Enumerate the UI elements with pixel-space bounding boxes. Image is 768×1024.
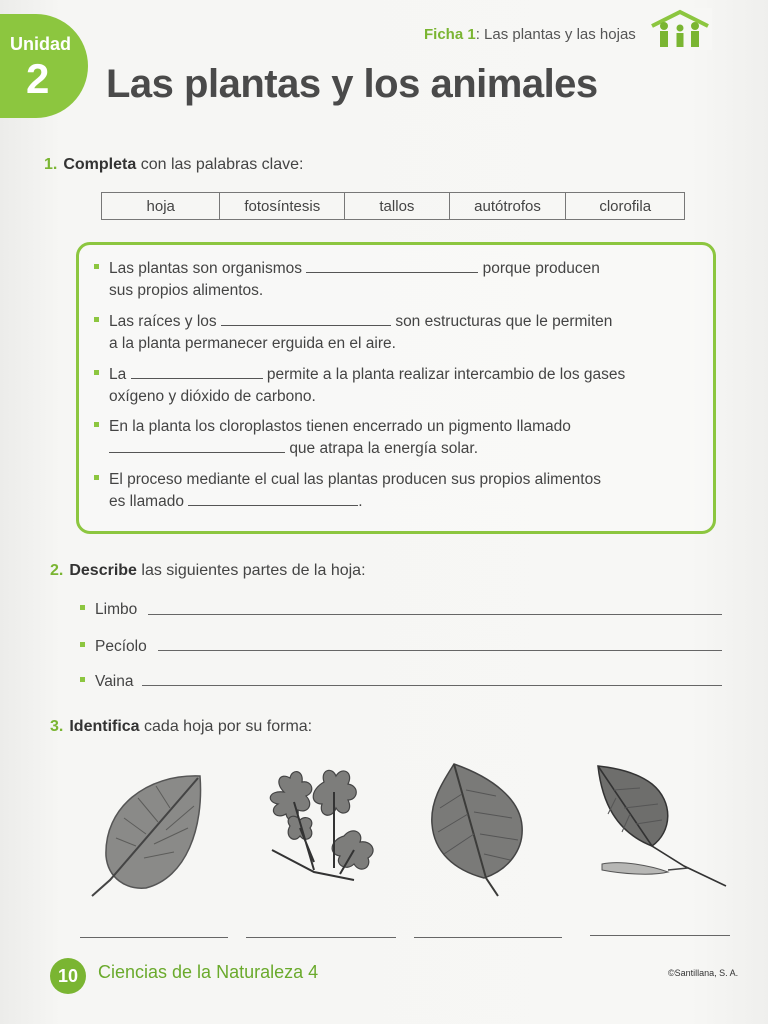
fill-item-1 bbox=[94, 258, 600, 302]
word-bank-table bbox=[101, 192, 685, 220]
part-label: Pecíolo bbox=[95, 638, 147, 655]
item-text: La bbox=[109, 366, 127, 383]
answer-blank[interactable] bbox=[221, 325, 391, 326]
section-3-title bbox=[50, 718, 312, 736]
ficha-title bbox=[424, 26, 636, 43]
item-text: Las raíces y los bbox=[109, 313, 217, 330]
bullet-icon bbox=[94, 475, 99, 480]
leaf-answer-line[interactable] bbox=[590, 935, 730, 936]
part-label: Vaina bbox=[95, 673, 134, 690]
ficha-number: Ficha 1 bbox=[424, 26, 476, 43]
word-cell: tallos bbox=[345, 193, 450, 220]
section-1-title bbox=[44, 156, 303, 174]
copyright: ©Santillana, S. A. bbox=[668, 968, 739, 978]
fill-item-5 bbox=[94, 469, 601, 513]
section-1-instruction: con las palabras clave: bbox=[136, 156, 304, 173]
ovate-leaf-icon bbox=[86, 768, 210, 900]
serrated-leaf-icon bbox=[424, 760, 528, 900]
unit-label: Unidad bbox=[10, 34, 71, 54]
fill-item-2 bbox=[94, 311, 612, 355]
item-text: que atrapa la energía solar. bbox=[289, 440, 479, 457]
word-cell: hoja bbox=[102, 193, 220, 220]
item-text: Las plantas son organismos bbox=[109, 260, 303, 277]
item-text: porque producen bbox=[482, 260, 600, 277]
answer-blank[interactable] bbox=[188, 505, 358, 506]
bullet-icon bbox=[80, 605, 85, 610]
item-text: oxígeno y dióxido de carbono. bbox=[109, 388, 316, 405]
section-3-number: 3. bbox=[50, 718, 64, 735]
word-cell: autótrofos bbox=[449, 193, 566, 220]
section-2-instruction: las siguientes partes de la hoja: bbox=[136, 562, 366, 579]
family-logo-icon bbox=[648, 8, 712, 50]
oak-leaf-icon bbox=[244, 762, 394, 892]
leaf-part-vaina bbox=[80, 671, 134, 693]
item-text: En la planta los cloroplastos tienen encerrado un pigmento llamado bbox=[109, 418, 571, 435]
answer-line[interactable] bbox=[142, 685, 722, 686]
part-label: Limbo bbox=[95, 601, 138, 618]
page-title: Las plantas y los animales bbox=[106, 62, 598, 106]
bullet-icon bbox=[80, 677, 85, 682]
item-text: . bbox=[358, 493, 363, 510]
item-text: sus propios alimentos. bbox=[109, 282, 264, 299]
item-text: a la planta permanecer erguida en el aire. bbox=[109, 335, 396, 352]
ficha-topic: : Las plantas y las hojas bbox=[475, 26, 636, 43]
section-2-title bbox=[50, 562, 366, 580]
word-cell: clorofila bbox=[566, 193, 685, 220]
fill-item-3 bbox=[94, 364, 625, 408]
answer-blank[interactable] bbox=[131, 378, 263, 379]
leaf-answer-line[interactable] bbox=[246, 937, 396, 938]
leaf-part-peciolo bbox=[80, 636, 147, 658]
section-3-verb: Identifica bbox=[69, 718, 140, 735]
book-title: Ciencias de la Naturaleza 4 bbox=[98, 962, 319, 982]
word-cell: fotosíntesis bbox=[220, 193, 345, 220]
bullet-icon bbox=[94, 264, 99, 269]
leaf-part-limbo bbox=[80, 599, 137, 621]
answer-line[interactable] bbox=[148, 614, 722, 615]
unit-number: 2 bbox=[26, 55, 50, 102]
item-text: es llamado bbox=[109, 493, 184, 510]
page-number: 10 bbox=[50, 958, 86, 994]
section-2-number: 2. bbox=[50, 562, 64, 579]
section-2-verb: Describe bbox=[69, 562, 137, 579]
bullet-icon bbox=[94, 422, 99, 427]
section-1-number: 1. bbox=[44, 156, 58, 173]
leaf-answer-line[interactable] bbox=[414, 937, 562, 938]
birch-leaf-icon bbox=[592, 762, 732, 892]
answer-blank[interactable] bbox=[109, 452, 285, 453]
bullet-icon bbox=[80, 642, 85, 647]
bullet-icon bbox=[94, 317, 99, 322]
item-text: El proceso mediante el cual las plantas producen sus propios alimentos bbox=[109, 471, 601, 488]
answer-line[interactable] bbox=[158, 650, 722, 651]
item-text: permite a la planta realizar intercambio de los gases bbox=[266, 366, 626, 383]
section-1-verb: Completa bbox=[63, 156, 137, 173]
item-text: son estructuras que le permiten bbox=[395, 313, 613, 330]
fill-item-4 bbox=[94, 416, 571, 460]
bullet-icon bbox=[94, 370, 99, 375]
section-3-instruction: cada hoja por su forma: bbox=[139, 718, 313, 735]
answer-blank[interactable] bbox=[306, 272, 478, 273]
leaf-answer-line[interactable] bbox=[80, 937, 228, 938]
